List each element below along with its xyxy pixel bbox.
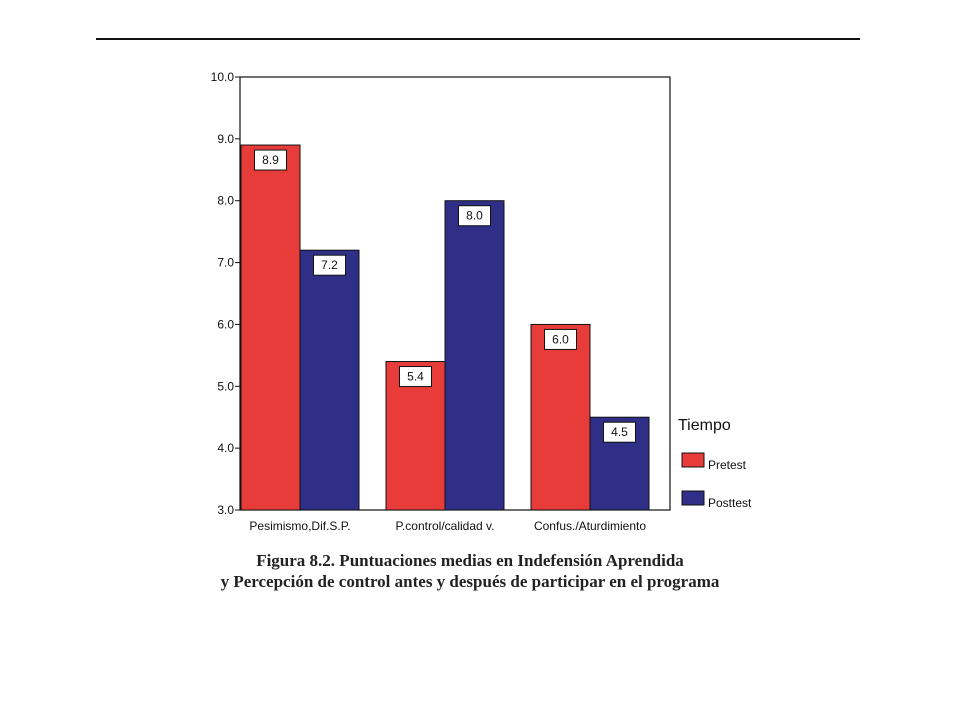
legend-swatch-pretest xyxy=(682,453,704,467)
data-label: 7.2 xyxy=(321,258,338,273)
x-category-label: Pesimismo,Dif.S.P. xyxy=(249,519,351,533)
legend-label-posttest: Posttest xyxy=(708,496,752,510)
caption-line-1: Figura 8.2. Puntuaciones medias en Indefensión Aprendida xyxy=(256,551,684,570)
legend-title: Tiempo xyxy=(678,417,731,434)
chart-bars xyxy=(241,145,649,510)
y-tick-label: 3.0 xyxy=(217,503,234,517)
figure-caption xyxy=(150,550,790,592)
chart-legend xyxy=(678,417,752,510)
y-tick-label: 5.0 xyxy=(217,379,234,394)
data-label: 8.9 xyxy=(262,153,279,168)
legend-swatch-posttest xyxy=(682,491,704,505)
y-tick-label: 7.0 xyxy=(217,255,234,270)
data-label: 8.0 xyxy=(466,208,483,223)
legend-label-pretest: Pretest xyxy=(708,458,747,472)
data-label: 4.5 xyxy=(611,425,628,440)
data-label: 5.4 xyxy=(407,369,424,384)
y-tick-label: 6.0 xyxy=(217,317,234,332)
bar-posttest-2 xyxy=(445,201,504,510)
bar-pretest-3 xyxy=(531,324,590,510)
bar-pretest-1 xyxy=(241,145,300,510)
y-tick-label: 9.0 xyxy=(217,131,234,146)
data-label: 6.0 xyxy=(552,332,569,347)
caption-line-2: y Percepción de control antes y después de participar en el programa xyxy=(220,572,720,591)
bar-posttest-1 xyxy=(300,250,359,510)
y-tick-label: 4.0 xyxy=(217,441,234,456)
x-category-label: P.control/calidad v. xyxy=(395,519,495,533)
y-tick-label: 10.0 xyxy=(210,70,234,84)
y-tick-label: 8.0 xyxy=(217,193,234,208)
x-category-label: Confus./Aturdimiento xyxy=(533,519,647,533)
